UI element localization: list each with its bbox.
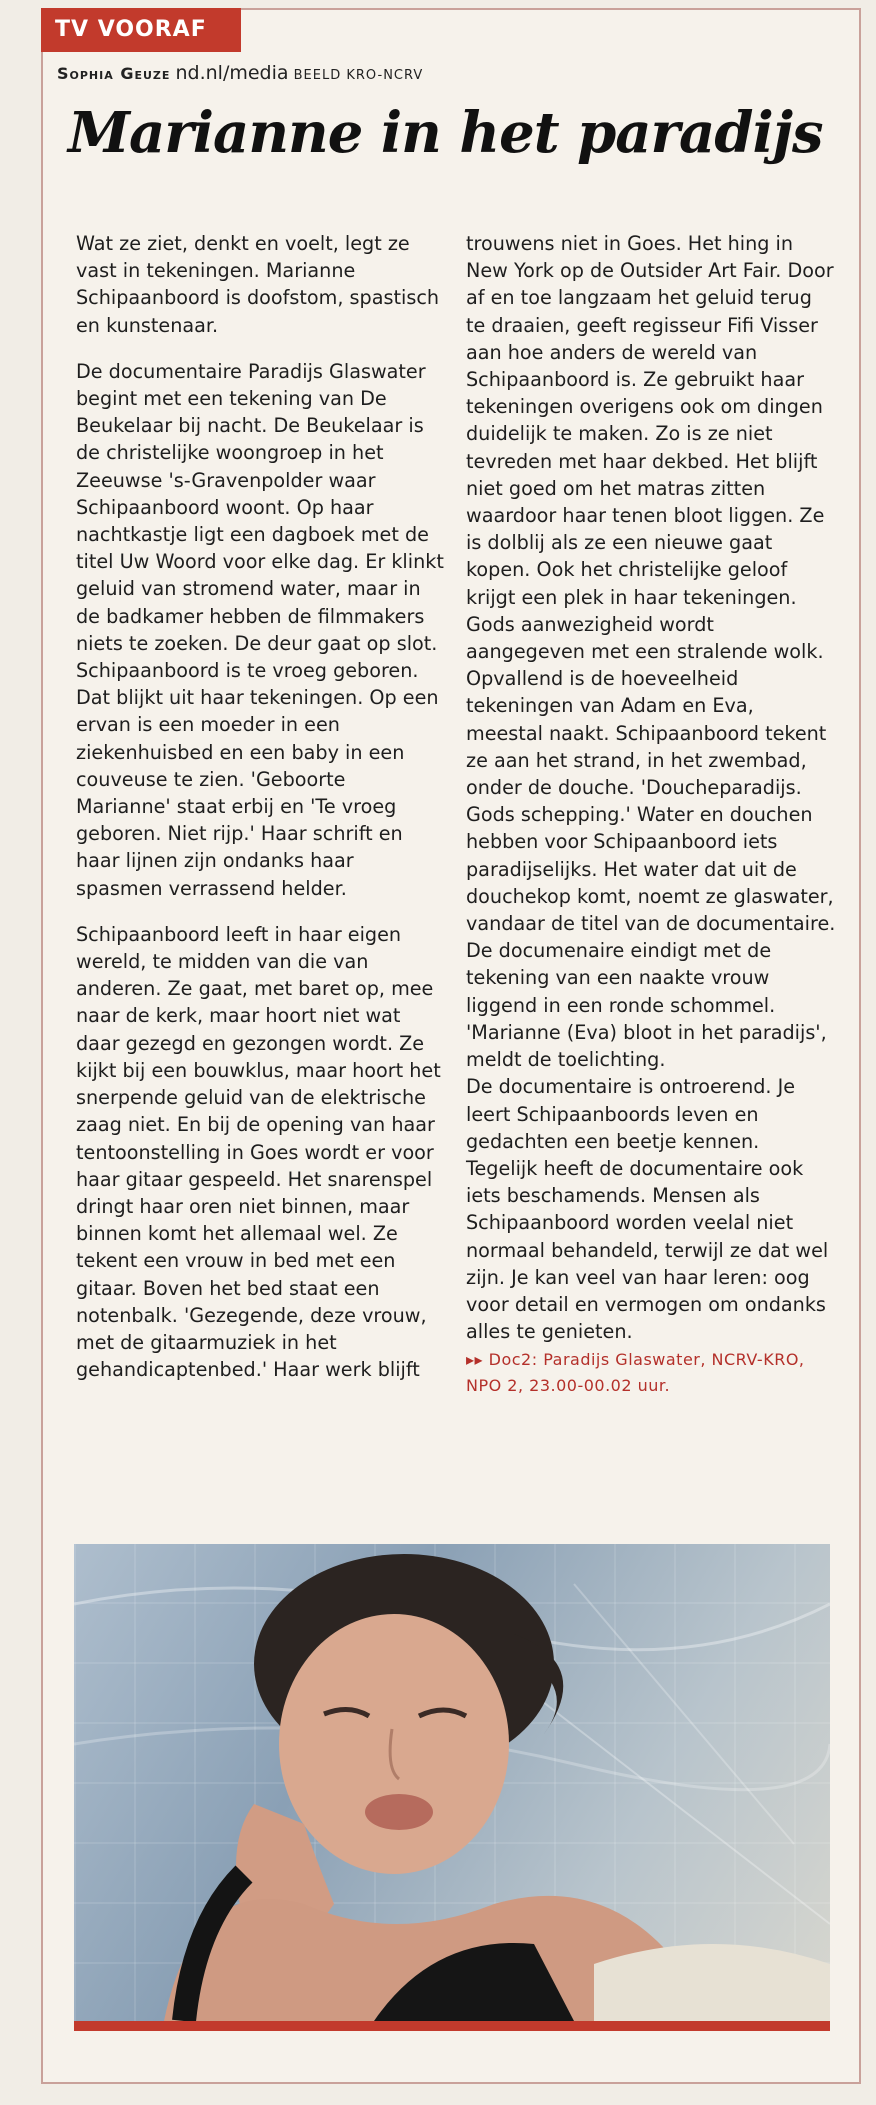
body-paragraph: Schipaanboord leeft in haar eigen wereld, te midden van die van anderen. Ze gaat, met baret op, mee naar de kerk, maar hoort niet wat daar gezegd en gezongen wordt. Ze kijkt bij een bouwklus, maar hoort het snerpende geluid van de elektrische zaag niet. En bij de opening van haar tentoonstelling in Goes wordt er voor haar gitaar gespeeld. Het snarenspel dringt haar oren niet binnen, maar binnen komt het allemaal wel. Ze tekent een vrouw in bed met een gitaar. Boven het bed staat een notenbalk. 'Gezegende, deze vrouw, met de gitaarmuziek in het gehandicaptenbed.' Haar werk blijft bbox=[76, 922, 441, 1382]
photo-accent-bar bbox=[74, 2021, 830, 2031]
author-name: Sophia Geuze bbox=[57, 64, 171, 83]
body-paragraph: De documentaire Paradijs Glaswater begint met een tekening van De Beukelaar bij nacht. De Beukelaar is de christelijke woongroep in het Zeeuwse 's-Gravenpolder waar Schipaanboord woont. Op haar nachtkastje ligt een dagboek met de titel Uw Woord voor elke dag. Er klinkt geluid van stromend water, maar in de badkamer hebben de filmmakers niets te zoeken. De deur gaat op slot. Schipaanboord is te vroeg geboren. Dat blijkt uit haar tekeningen. Op een ervan is een moeder in een ziekenhuisbed en een baby in een couveuse te zien. 'Geboorte Marianne' staat erbij en 'Te vroeg geboren. Niet rijp.' Haar schrift en haar lijnen zijn ondanks haar spasmen verrassend helder. bbox=[76, 359, 444, 900]
column-right bbox=[466, 230, 836, 1399]
byline bbox=[57, 62, 423, 84]
body-paragraph: De documentaire is ontroerend. Je leert Schipaanboords leven en gedachten een beetje kennen. Tegelijk heeft de documentaire ook iets beschamends. Mensen als Schipaanboord worden veelal niet normaal behandeld, terwijl ze dat wel zijn. Je kan veel van haar leren: oog voor detail en vermogen om ondanks alles te genieten. bbox=[466, 1075, 829, 1344]
headline: Marianne in het paradijs bbox=[68, 100, 823, 166]
body-paragraph: trouwens niet in Goes. Het hing in New York op de Outsider Art Fair. Door af en toe langzaam het geluid terug te draaien, geeft regisseur Fifi Visser aan hoe anders de wereld van Schipaanboord is. Ze gebruikt haar tekeningen overigens ook om dingen duidelijk te maken. Zo is ze niet tevreden met haar dekbed. Het blijft niet goed om het matras zitten waardoor haar tenen bloot liggen. Ze is dolblij als ze een nieuwe gaat kopen. Ook het christelijke geloof krijgt een plek in haar tekeningen. Gods aanwezigheid wordt aangegeven met een stralende wolk. Opvallend is de hoeveelheid tekeningen van Adam en Eva, meestal naakt. Schipaanboord tekent ze aan het strand, in het zwembad, onder de douche. 'Doucheparadijs. Gods schepping.' Water en douchen hebben voor Schipaanboord iets paradijselijks. Het water dat uit de douchekop komt, noemt ze glaswater, vandaar de titel van de documentaire. bbox=[466, 232, 836, 936]
photo-illustration bbox=[74, 1544, 830, 2021]
site-url: nd.nl/media bbox=[175, 62, 289, 84]
broadcast-info: ▸▸ Doc2: Paradijs Glaswater, NCRV-KRO, NPO 2, 23.00-00.02 uur. bbox=[466, 1350, 805, 1396]
intro-paragraph: Wat ze ziet, denkt en voelt, legt ze vast in tekeningen. Marianne Schipaanboord is doofstom, spastisch en kunstenaar. bbox=[76, 232, 440, 337]
article-photo bbox=[74, 1544, 830, 2021]
photo-credit: BEELD KRO-NCRV bbox=[293, 68, 424, 83]
body-paragraph: De documenaire eindigt met de tekening van een naakte vrouw liggend in een ronde schommel. 'Marianne (Eva) bloot in het paradijs', meldt de toelichting. bbox=[466, 939, 827, 1072]
column-left bbox=[76, 230, 446, 1402]
section-tag: TV VOORAF bbox=[41, 8, 241, 52]
